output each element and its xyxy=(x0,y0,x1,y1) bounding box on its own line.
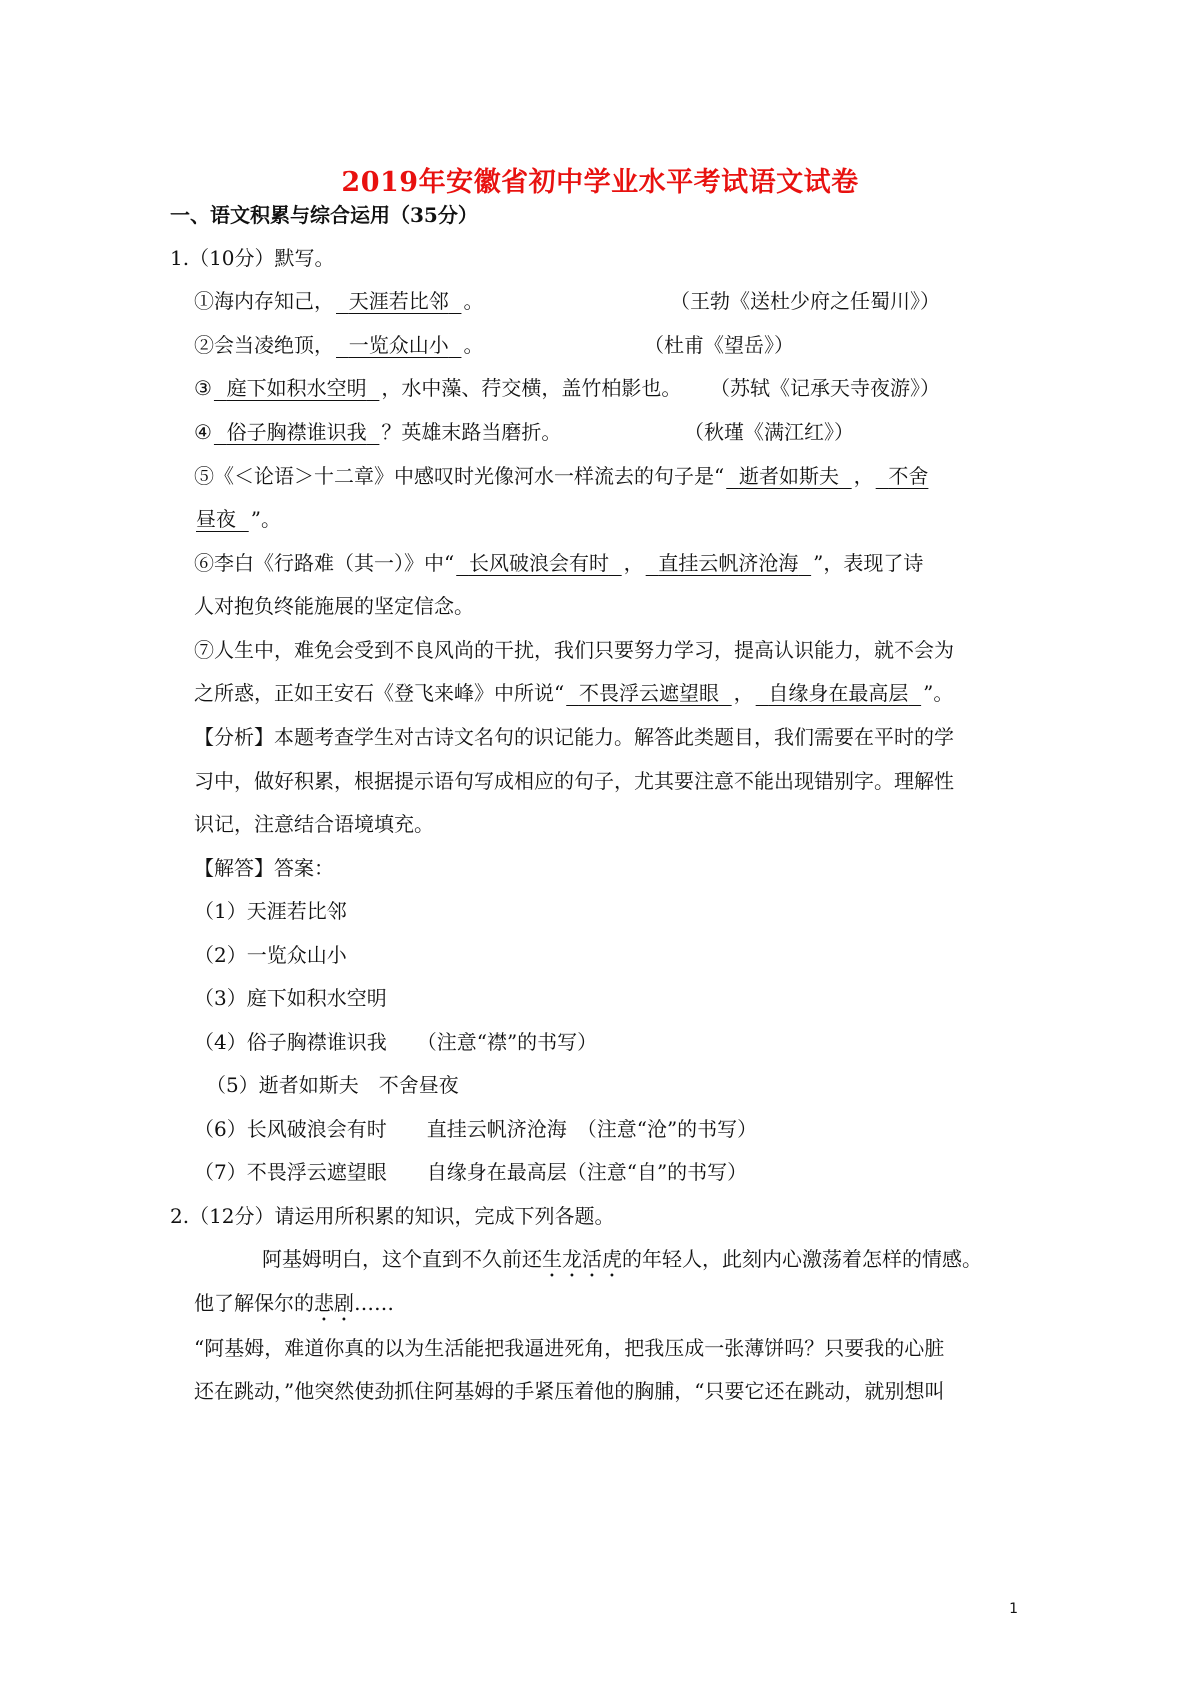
answer-item: （7）不畏浮云遮望眼 自缘身在最高层（注意“自”的书写） xyxy=(194,1160,748,1184)
q1-item-1-prompt: ①海内存知己， xyxy=(194,289,334,313)
analysis-line-1: 【分析】本题考查学生对古诗文名句的识记能力。解答此类题目，我们需要在平时的学 xyxy=(194,725,954,749)
q1-item-3-text: ，水中藻、荇交横，盖竹柏影也。 xyxy=(381,376,682,400)
section-heading: 一、语文积累与综合运用（35分） xyxy=(170,203,478,227)
answer-item: （4）俗子胸襟谁识我 （注意“襟”的书写） xyxy=(194,1030,598,1054)
passage-line-3: “阿基姆，难道你真的以为生活能把我逼进死角，把我压成一张薄饼吗？只要我的心脏 xyxy=(194,1336,945,1360)
q1-item-6-answer-2: 直挂云帆济沧海 xyxy=(658,551,799,575)
dotted-term: 生龙活虎 xyxy=(542,1247,622,1271)
q1-item-5: ⑤《＜论语＞十二章》中感叹时光像河水一样流去的句子是“ 逝者如斯夫 ， 不舍 xyxy=(194,464,929,488)
q1-item-7-answer-1: 不畏浮云遮望眼 xyxy=(578,681,719,705)
question-1-header: 1.（10分）默写。 xyxy=(170,246,335,270)
q1-item-4-source: （秋瑾《满江红》） xyxy=(684,420,854,444)
q1-item-2-source: （杜甫《望岳》） xyxy=(644,333,794,357)
answer-item: （5）逝者如斯夫 不舍昼夜 xyxy=(206,1073,459,1097)
q1-item-6: ⑥李白《行路难（其一）》中“ 长风破浪会有时 ， 直挂云帆济沧海 ”，表现了诗 xyxy=(194,551,924,575)
passage-line-2: 他了解保尔的悲剧…… xyxy=(194,1291,394,1315)
q1-item-7-cont: 之所惑，正如王安石《登飞来峰》中所说“ 不畏浮云遮望眼 ， 自缘身在最高层 ”。 xyxy=(194,681,954,705)
q1-item-3-answer: 庭下如积水空明 xyxy=(226,376,367,400)
q1-item-3: ③ 庭下如积水空明 ，水中藻、荇交横，盖竹柏影也。 （苏轼《记承天寺夜游》） xyxy=(194,376,940,400)
q1-item-1-source: （王勃《送杜少府之任蜀川》） xyxy=(670,289,940,313)
q1-item-3-source: （苏轼《记承天寺夜游》） xyxy=(710,376,940,400)
q1-item-4: ④ 俗子胸襟谁识我 ？英雄末路当磨折。 （秋瑾《满江红》） xyxy=(194,420,854,444)
q1-item-2-answer: 一览众山小 xyxy=(348,333,449,357)
page-number: 1 xyxy=(1009,1601,1018,1617)
answer-header: 【解答】答案： xyxy=(194,856,334,880)
q1-item-4-text: ？英雄末路当磨折。 xyxy=(381,420,562,444)
q1-item-5-answer-1: 逝者如斯夫 xyxy=(738,464,839,488)
question-2-header: 2.（12分）请运用所积累的知识，完成下列各题。 xyxy=(170,1204,615,1228)
exam-title: 2019年安徽省初中学业水平考试语文试卷 xyxy=(341,167,859,198)
passage-line-4: 还在跳动，”他突然使劲抓住阿基姆的手紧压着他的胸脯，“只要它还在跳动，就别想叫 xyxy=(194,1379,945,1403)
q1-item-7: ⑦人生中，难免会受到不良风尚的干扰，我们只要努力学习，提高认识能力，就不会为 xyxy=(194,638,954,662)
answer-item: （6）长风破浪会有时 直挂云帆济沧海 （注意“沧”的书写） xyxy=(194,1117,758,1141)
q1-item-6-answer-1: 长风破浪会有时 xyxy=(468,551,609,575)
q1-item-6-cont: 人对抱负终能施展的坚定信念。 xyxy=(194,594,474,618)
q1-item-1: ①海内存知己， 天涯若比邻 。 （王勃《送杜少府之任蜀川》） xyxy=(194,289,940,313)
q1-item-1-answer: 天涯若比邻 xyxy=(348,289,449,313)
answer-item: （2）一览众山小 xyxy=(194,943,347,967)
q1-item-2-prompt: ②会当凌绝顶， xyxy=(194,333,334,357)
analysis-line-2: 习中，做好积累，根据提示语句写成相应的句子，尤其要注意不能出现错别字。理解性 xyxy=(194,769,954,793)
passage-line-1: 阿基姆明白，这个直到不久前还生龙活虎的年轻人，此刻内心激荡着怎样的情感。 xyxy=(262,1247,982,1271)
dotted-term: 悲剧 xyxy=(314,1291,354,1315)
q1-item-7-answer-2: 自缘身在最高层 xyxy=(768,681,909,705)
q1-item-4-answer: 俗子胸襟谁识我 xyxy=(226,420,367,444)
q1-item-5-answer-2b: 昼夜 xyxy=(196,507,236,531)
q1-item-5-cont: 昼夜 ”。 xyxy=(196,507,281,531)
q1-item-5-answer-2a: 不舍 xyxy=(888,464,929,488)
answer-item: （1）天涯若比邻 xyxy=(194,899,347,923)
q1-item-2: ②会当凌绝顶， 一览众山小 。 （杜甫《望岳》） xyxy=(194,333,794,357)
analysis-line-3: 识记，注意结合语境填充。 xyxy=(194,812,434,836)
answer-item: （3）庭下如积水空明 xyxy=(194,986,387,1010)
